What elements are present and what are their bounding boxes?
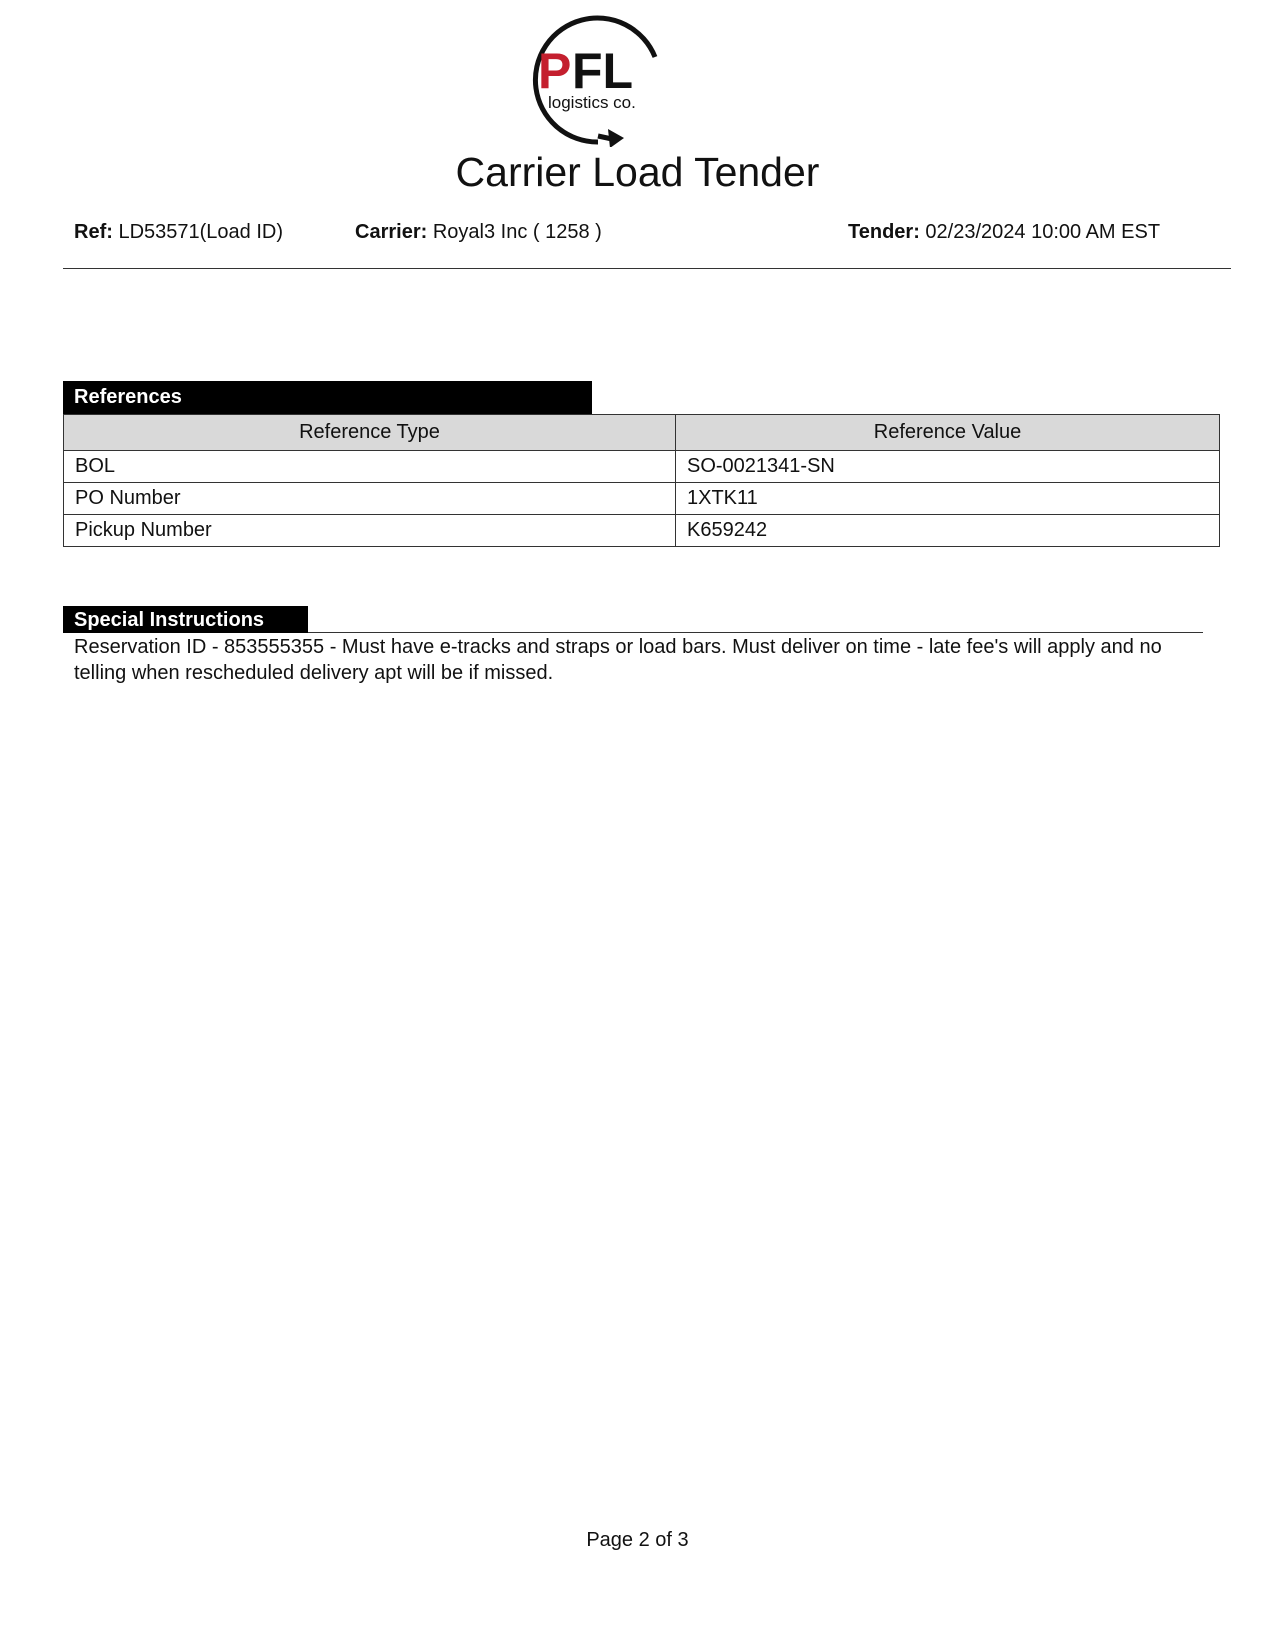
carrier-label: Carrier:: [355, 221, 428, 243]
reference-value-cell: 1XTK11: [676, 483, 1220, 515]
document-title: Carrier Load Tender: [455, 149, 820, 195]
reference-type-cell: PO Number: [64, 483, 676, 515]
references-table: [63, 414, 1220, 547]
column-header-reference-value: Reference Value: [676, 415, 1220, 451]
table-row: [64, 483, 1220, 515]
carrier-value: Royal3 Inc ( 1258 ): [432, 221, 602, 243]
references-heading: References: [63, 381, 592, 414]
tender-value: 02/23/2024 10:00 AM EST: [925, 221, 1161, 243]
company-logo: [528, 12, 668, 147]
logo-text-fl: FL: [572, 43, 634, 99]
special-instructions-text: Reservation ID - 853555355 - Must have e-tracks and straps or load bars. Must deliver on time - late fee's will apply and no telling when rescheduled delivery apt will be if missed.: [74, 636, 1162, 684]
logo-arrow-icon: [608, 129, 624, 147]
pfl-logo-graphic: [528, 12, 668, 147]
header-divider: [63, 268, 1231, 269]
ref-value: LD53571(Load ID): [118, 221, 284, 243]
reference-value-cell: SO-0021341-SN: [676, 451, 1220, 483]
page-number: Page 2 of 3: [586, 1529, 689, 1551]
tender-label: Tender:: [848, 221, 920, 243]
table-header-row: [64, 415, 1220, 451]
ref-label: Ref:: [74, 221, 113, 243]
special-instructions-divider: [308, 632, 1203, 633]
column-header-reference-type: Reference Type: [64, 415, 676, 451]
ref-field: [74, 220, 283, 244]
carrier-field: [355, 220, 602, 244]
logo-subtext: logistics co.: [548, 93, 636, 112]
table-row: [64, 451, 1220, 483]
tender-field: [848, 220, 1160, 244]
logo-text-p: P: [538, 43, 572, 99]
special-instructions-heading: Special Instructions: [63, 606, 308, 633]
reference-type-cell: BOL: [64, 451, 676, 483]
reference-type-cell: Pickup Number: [64, 515, 676, 547]
table-row: [64, 515, 1220, 547]
reference-value-cell: K659242: [676, 515, 1220, 547]
